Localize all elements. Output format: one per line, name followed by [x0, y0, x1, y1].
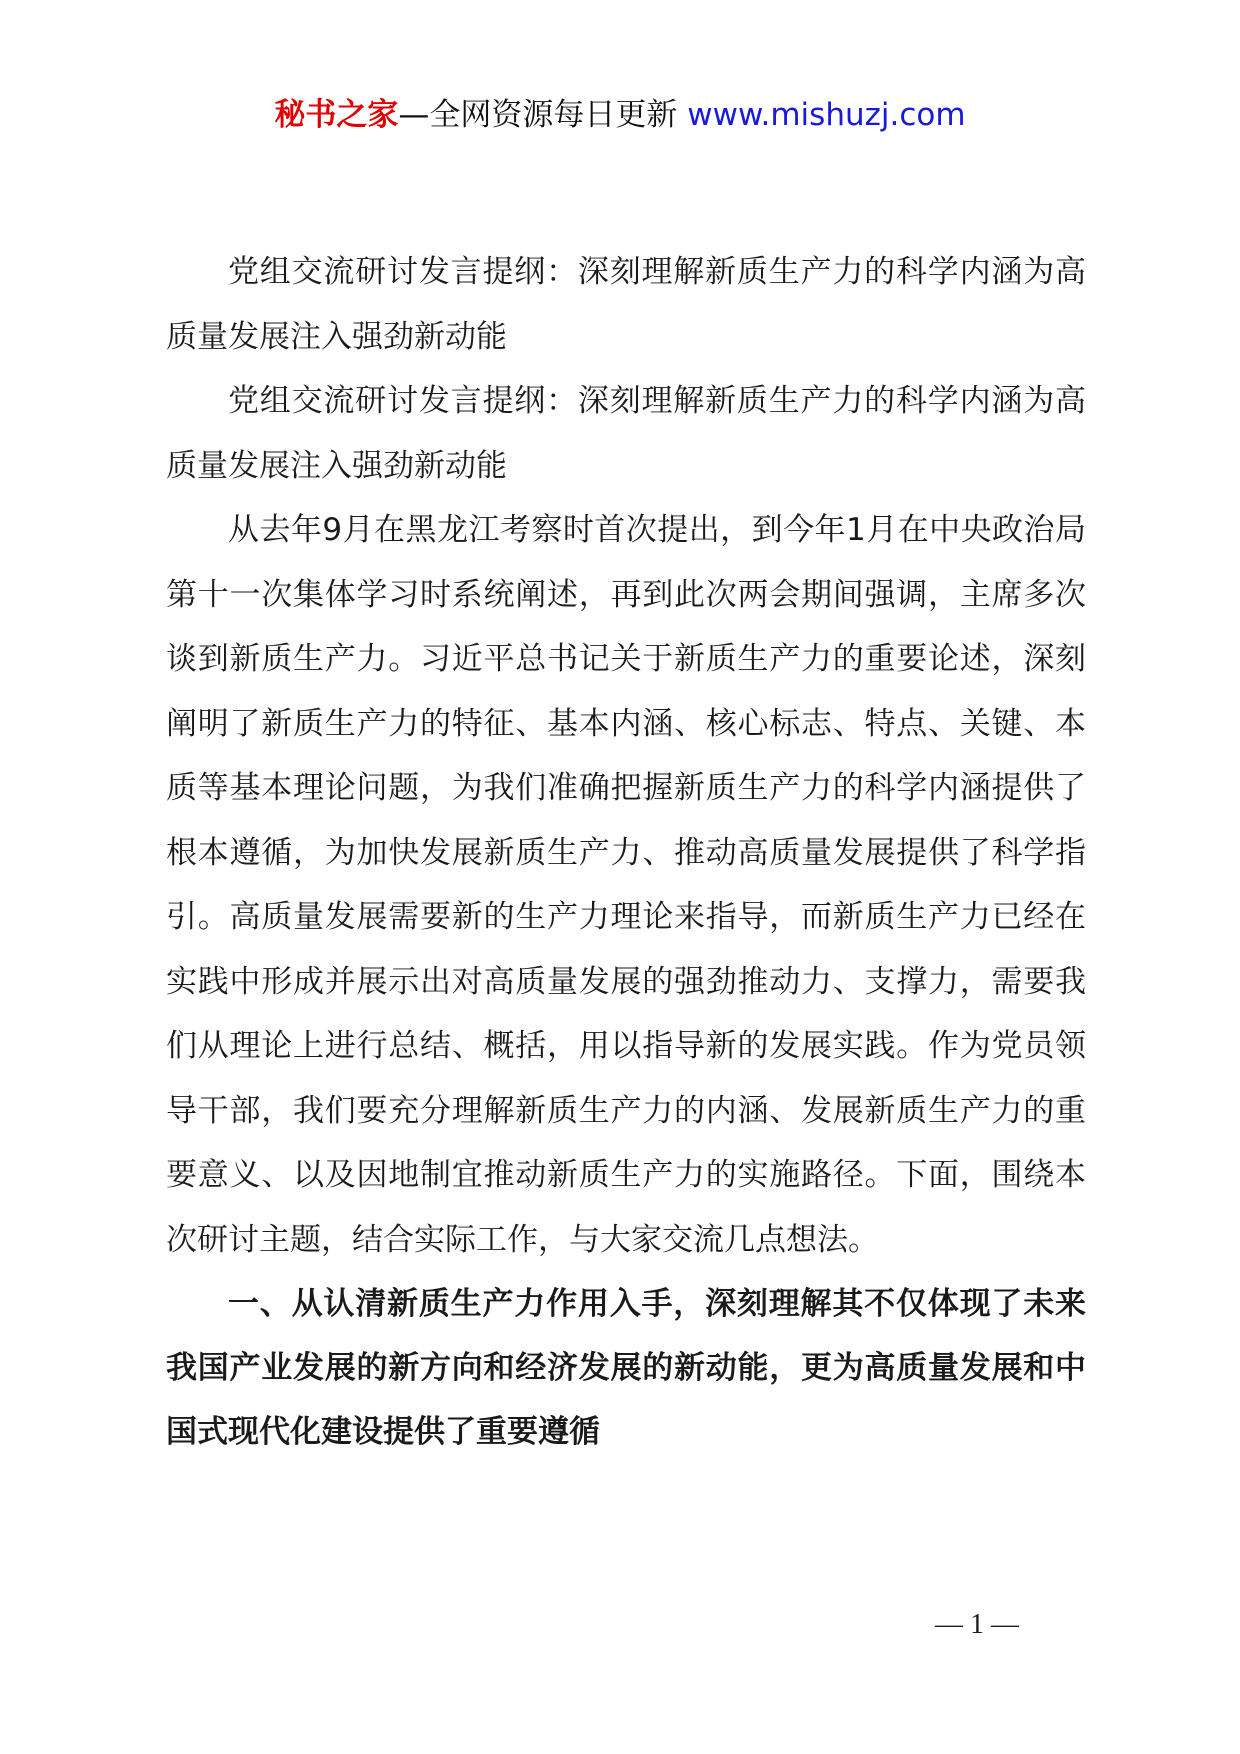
site-brand: 秘书之家 — [274, 97, 399, 133]
document-title: 党组交流研讨发言提纲：深刻理解新质生产力的科学内涵为高质量发展注入强劲新动能 — [166, 254, 1086, 355]
page-number: — 1 — — [935, 1609, 1019, 1640]
site-header — [0, 95, 1240, 135]
intro-paragraph: 从去年9月在黑龙江考察时首次提出，到今年1月在中央政治局第十一次集体学习时系统阐述，再到此次两会期间强调，主席多次谈到新质生产力。习近平总书记关于新质生产力的重要论述，深刻阐明了新质生产力的特征、基本内涵、核心标志、特点、关键、本质等基本理论问题，为我们准确把握新质生产力的科学内涵提供了根本遵循，为加快发展新质生产力、推动高质量发展提供了科学指引。高质量发展需要新的生产力理论来指导，而新质生产力已经在实践中形成并展示出对高质量发展的强劲推动力、支撑力，需要我们从理论上进行总结、概括，用以指导新的发展实践。作为党员领导干部，我们要充分理解新质生产力的内涵、发展新质生产力的重要意义、以及因地制宜推动新质生产力的实施路径。下面，围绕本次研讨主题，结合实际工作，与大家交流几点想法。 — [166, 512, 1086, 1258]
site-tagline: —全网资源每日更新 — [398, 97, 678, 133]
section-heading: 一、从认清新质生产力作用入手，深刻理解其不仅体现了未来我国产业发展的新方向和经济发展的新动能，更为高质量发展和中国式现代化建设提供了重要遵循 — [166, 1286, 1086, 1450]
document-title-repeat: 党组交流研讨发言提纲：深刻理解新质生产力的科学内涵为高质量发展注入强劲新动能 — [166, 383, 1086, 484]
site-url-link[interactable]: www.mishuzj.com — [687, 97, 966, 133]
document-body — [166, 240, 1086, 1464]
